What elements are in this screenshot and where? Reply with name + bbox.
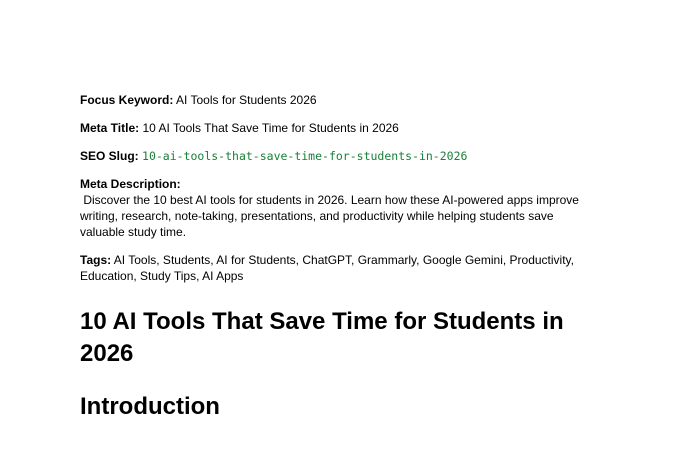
meta-description-block (80, 176, 600, 240)
meta-description-value (80, 192, 600, 240)
focus-keyword-label: Focus Keyword: (80, 93, 174, 107)
seo-slug-label: SEO Slug: (80, 149, 139, 163)
article-title: 10 AI Tools That Save Time for Students in 2026 (80, 308, 564, 367)
document-body (80, 92, 600, 422)
introduction-heading: Introduction (80, 393, 220, 420)
tags-label: Tags: (80, 253, 112, 267)
focus-keyword-value: AI Tools for Students 2026 (176, 93, 317, 107)
seo-slug-value: 10-ai-tools-that-save-time-for-students-in-2026 (142, 149, 468, 163)
meta-title-label: Meta Title: (80, 121, 140, 135)
tags-value: AI Tools, Students, AI for Students, ChatGPT, Grammarly, Google Gemini, Productivity, Education, Study Tips, AI Apps (80, 253, 574, 283)
meta-description-text: Discover the 10 best AI tools for students in 2026. Learn how these AI-powered apps improve writing, research, note-taking, presentations, and productivity while helping students save valuable study time. (80, 193, 579, 239)
meta-title-line (80, 120, 600, 136)
tags-line (80, 252, 600, 284)
meta-description-label: Meta Description: (80, 177, 181, 191)
focus-keyword-line (80, 92, 600, 108)
meta-title-value: 10 AI Tools That Save Time for Students in 2026 (142, 121, 399, 135)
seo-slug-line (80, 148, 600, 164)
